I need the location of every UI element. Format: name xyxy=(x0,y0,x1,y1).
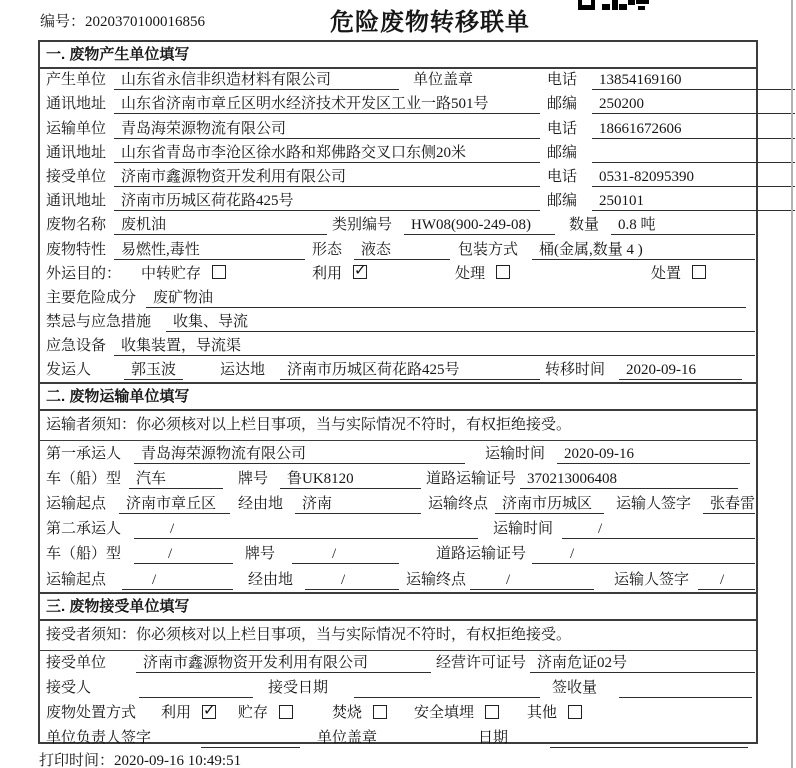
producer-label: 产生单位 xyxy=(46,72,107,89)
option-dispose xyxy=(651,262,706,283)
form-state-value: 液态 xyxy=(354,241,450,260)
via-label: 经由地 xyxy=(238,496,284,512)
date-value xyxy=(550,729,748,748)
checkbox-icon xyxy=(485,705,499,719)
road-permit-label: 道路运输证号 xyxy=(436,546,527,563)
serial-label: 编号： xyxy=(40,14,86,30)
option-landfill xyxy=(414,701,499,722)
producer-zip-value: 250200 xyxy=(592,95,795,114)
responsible-sign-row xyxy=(40,726,756,751)
responsible-sign-label: 单位负责人签字 xyxy=(46,730,152,747)
road-permit1-value: 370213006408 xyxy=(520,470,738,489)
received-qty-label: 签收量 xyxy=(552,679,598,696)
responsible-sign-value xyxy=(201,729,300,748)
acceptor-label: 接受人 xyxy=(46,679,92,696)
phone-label: 电话 xyxy=(547,168,578,185)
checkbox-icon xyxy=(496,265,510,279)
option-label: 中转贮存 xyxy=(141,265,202,282)
accept-date-value xyxy=(354,679,540,698)
receiver-notice: 接受者须知：你必须核对以上栏目事项，当与实际情况不符时，有权拒绝接受。 xyxy=(40,621,756,651)
transfer-time-label: 转移时间 xyxy=(545,362,606,379)
packaging-label: 包装方式 xyxy=(458,241,519,258)
phone-label: 电话 xyxy=(547,72,578,89)
phone-label: 电话 xyxy=(547,120,578,137)
carrier-sign-label: 运输人签字 xyxy=(614,571,690,588)
disposal-label: 废物处置方式 xyxy=(46,705,137,722)
transporter-value: 青岛海荣源物流有限公司 xyxy=(114,120,540,139)
producer-value: 山东省永信非织造材料有限公司 xyxy=(114,71,399,90)
vehicle1-row xyxy=(40,467,756,492)
section3-heading: 三. 废物接受单位填写 xyxy=(40,592,756,621)
qr-code-fragment xyxy=(578,0,650,10)
option-label: 处置 xyxy=(651,265,682,282)
vehicle2-value: / xyxy=(134,545,233,564)
origin2-value: / xyxy=(122,571,233,590)
section2-heading: 二. 废物运输单位填写 xyxy=(40,382,756,411)
route1-row xyxy=(40,492,756,517)
page-edge-line xyxy=(791,0,793,768)
option-label: 利用 xyxy=(161,705,192,722)
carrier-sign1-value: 张春雷 xyxy=(703,495,755,514)
consignor-value: 郭玉波 xyxy=(124,361,183,380)
plate-label: 牌号 xyxy=(245,546,276,563)
form-state-label: 形态 xyxy=(312,241,343,258)
origin1-value: 济南市章丘区 xyxy=(119,495,230,514)
option-label: 焚烧 xyxy=(332,705,363,722)
option-utilize xyxy=(312,262,367,283)
hazard-components-row xyxy=(40,287,756,311)
characteristics-value: 易燃性,毒性 xyxy=(114,241,305,260)
zip-label: 邮编 xyxy=(547,96,578,113)
quantity-value: 0.8 吨 xyxy=(611,216,755,235)
transport-time1-value: 2020-09-16 xyxy=(557,445,750,464)
manifest-form xyxy=(38,40,758,747)
producer-address-row xyxy=(40,93,756,117)
carrier-sign2-value: / xyxy=(698,571,755,590)
option-label: 贮存 xyxy=(238,705,269,722)
vehicle-label: 车（船）型 xyxy=(46,470,122,487)
option-label: 利用 xyxy=(312,265,343,282)
address-label: 通讯地址 xyxy=(46,144,107,161)
carrier2-value: / xyxy=(134,520,478,539)
print-time xyxy=(39,749,241,768)
print-time-value: 2020-09-16 10:49:51 xyxy=(114,753,242,768)
received-qty-value xyxy=(619,679,752,698)
transporter-zip-value xyxy=(592,144,795,163)
category-code-value: HW08(900-249-08) xyxy=(404,216,555,235)
transporter-label: 运输单位 xyxy=(46,120,107,137)
transport-time-label: 运输时间 xyxy=(493,521,554,538)
vehicle-label: 车（船）型 xyxy=(46,546,122,563)
carrier1-label: 第一承运人 xyxy=(46,445,122,462)
transport-time2-value: / xyxy=(562,520,755,539)
via-label: 经由地 xyxy=(248,571,294,588)
section1-heading: 一. 废物产生单位填写 xyxy=(40,42,756,69)
consignor-row xyxy=(40,359,756,383)
waste-name-value: 废机油 xyxy=(114,216,327,235)
equipment-label: 应急设备 xyxy=(46,338,107,355)
road-permit-label: 道路运输证号 xyxy=(426,470,517,487)
purpose-label: 外运目的： xyxy=(46,265,122,282)
receiver-address-value: 济南市历城区荷花路425号 xyxy=(114,192,540,211)
acceptor-row xyxy=(40,676,756,701)
quantity-label: 数量 xyxy=(569,217,600,234)
receiver-zip-value: 250101 xyxy=(592,192,795,211)
end1-value: 济南市历城区 xyxy=(495,495,604,514)
address-label: 通讯地址 xyxy=(46,96,107,113)
category-label: 类别编号 xyxy=(332,217,393,234)
option-transfer-storage xyxy=(141,262,226,283)
destination-label: 运达地 xyxy=(220,362,266,379)
checkbox-icon xyxy=(373,705,387,719)
vehicle2-row xyxy=(40,542,756,567)
emergency-equipment-row xyxy=(40,335,756,359)
checkbox-icon xyxy=(692,265,706,279)
via2-value: / xyxy=(305,571,399,590)
origin-label: 运输起点 xyxy=(46,571,107,588)
accepting-unit-label: 接受单位 xyxy=(46,654,107,671)
precautions-label: 禁忌与应急措施 xyxy=(46,314,152,331)
producer-row xyxy=(40,69,756,93)
waste-name-label: 废物名称 xyxy=(46,217,107,234)
address-label: 通讯地址 xyxy=(46,193,107,210)
unit-seal-label: 单位盖章 xyxy=(317,730,378,747)
packaging-value: 桶(金属,数量 4 ) xyxy=(532,241,755,260)
second-carrier-row xyxy=(40,517,756,542)
option-label: 其他 xyxy=(527,705,558,722)
accept-date-label: 接受日期 xyxy=(268,679,329,696)
option-label: 安全填埋 xyxy=(414,705,475,722)
print-time-label: 打印时间： xyxy=(39,753,115,768)
plate1-value: 鲁UK8120 xyxy=(280,470,421,489)
hazard-value: 废矿物油 xyxy=(146,289,746,308)
equipment-value: 收集装置，导流渠 xyxy=(114,337,755,356)
route2-row xyxy=(40,567,756,592)
receiver-row xyxy=(40,166,756,190)
transfer-time-value: 2020-09-16 xyxy=(619,361,742,380)
option-utilize xyxy=(161,701,216,722)
receiver-label: 接受单位 xyxy=(46,168,107,185)
zip-label: 邮编 xyxy=(547,144,578,161)
producer-phone-value: 13854169160 xyxy=(592,71,795,90)
option-other xyxy=(527,701,582,722)
end-label: 运输终点 xyxy=(406,571,467,588)
accepting-unit-value: 济南市鑫源物资开发利用有限公司 xyxy=(136,654,431,673)
checkbox-checked-icon xyxy=(353,265,367,279)
checkbox-checked-icon xyxy=(202,705,216,719)
receiver-address-row xyxy=(40,190,756,214)
option-label: 处理 xyxy=(455,265,486,282)
transporter-address-row xyxy=(40,142,756,166)
plate2-value: / xyxy=(292,545,399,564)
consignor-label: 发运人 xyxy=(46,362,92,379)
origin-label: 运输起点 xyxy=(46,496,107,512)
destination-value: 济南市历城区荷花路425号 xyxy=(280,361,540,380)
business-permit-label: 经营许可证号 xyxy=(436,654,527,671)
date-label: 日期 xyxy=(478,730,509,747)
option-store xyxy=(238,701,293,722)
page-title: 危险废物转移联单 xyxy=(330,9,530,36)
acceptor-value xyxy=(139,679,253,698)
transporter-notice: 运输者须知：你必须核对以上栏目事项，当与实际情况不符时，有权拒绝接受。 xyxy=(40,411,756,441)
transporter-phone-value: 18661672606 xyxy=(592,120,795,139)
option-treat xyxy=(455,262,510,283)
end-label: 运输终点 xyxy=(428,496,489,512)
serial-number xyxy=(40,10,205,31)
waste-name-row xyxy=(40,214,756,238)
disposal-method-row xyxy=(40,701,756,726)
road-permit2-value: / xyxy=(532,545,755,564)
outbound-purpose-row xyxy=(40,263,756,287)
unit-seal-label: 单位盖章 xyxy=(413,72,474,89)
end2-value: / xyxy=(470,571,594,590)
characteristics-label: 废物特性 xyxy=(46,241,107,258)
hazard-label: 主要危险成分 xyxy=(46,289,137,306)
first-carrier-row xyxy=(40,441,756,466)
carrier-sign-label: 运输人签字 xyxy=(616,496,692,512)
producer-address-value: 山东省济南市章丘区明水经济技术开发区工业一路501号 xyxy=(114,95,540,114)
checkbox-icon xyxy=(568,705,582,719)
checkbox-icon xyxy=(212,265,226,279)
transport-time-label: 运输时间 xyxy=(485,445,546,462)
accepting-unit-row xyxy=(40,651,756,676)
waste-characteristics-row xyxy=(40,238,756,262)
transporter-row xyxy=(40,117,756,141)
precautions-row xyxy=(40,311,756,335)
plate-label: 牌号 xyxy=(238,470,269,487)
checkbox-icon xyxy=(279,705,293,719)
carrier1-value: 青岛海荣源物流有限公司 xyxy=(134,445,465,464)
receiver-phone-value: 0531-82095390 xyxy=(592,168,795,187)
precautions-value: 收集、导流 xyxy=(166,313,755,332)
vehicle1-value: 汽车 xyxy=(129,470,223,489)
transporter-address-value: 山东省青岛市李沧区徐水路和郑佛路交叉口东侧20米 xyxy=(114,144,540,163)
carrier2-label: 第二承运人 xyxy=(46,521,122,538)
receiver-value: 济南市鑫源物资开发利用有限公司 xyxy=(114,168,540,187)
zip-label: 邮编 xyxy=(547,193,578,210)
business-permit-value: 济南危证02号 xyxy=(530,654,755,673)
serial-value: 2020370100016856 xyxy=(85,14,206,30)
option-incinerate xyxy=(332,701,387,722)
via1-value: 济南 xyxy=(295,495,421,514)
